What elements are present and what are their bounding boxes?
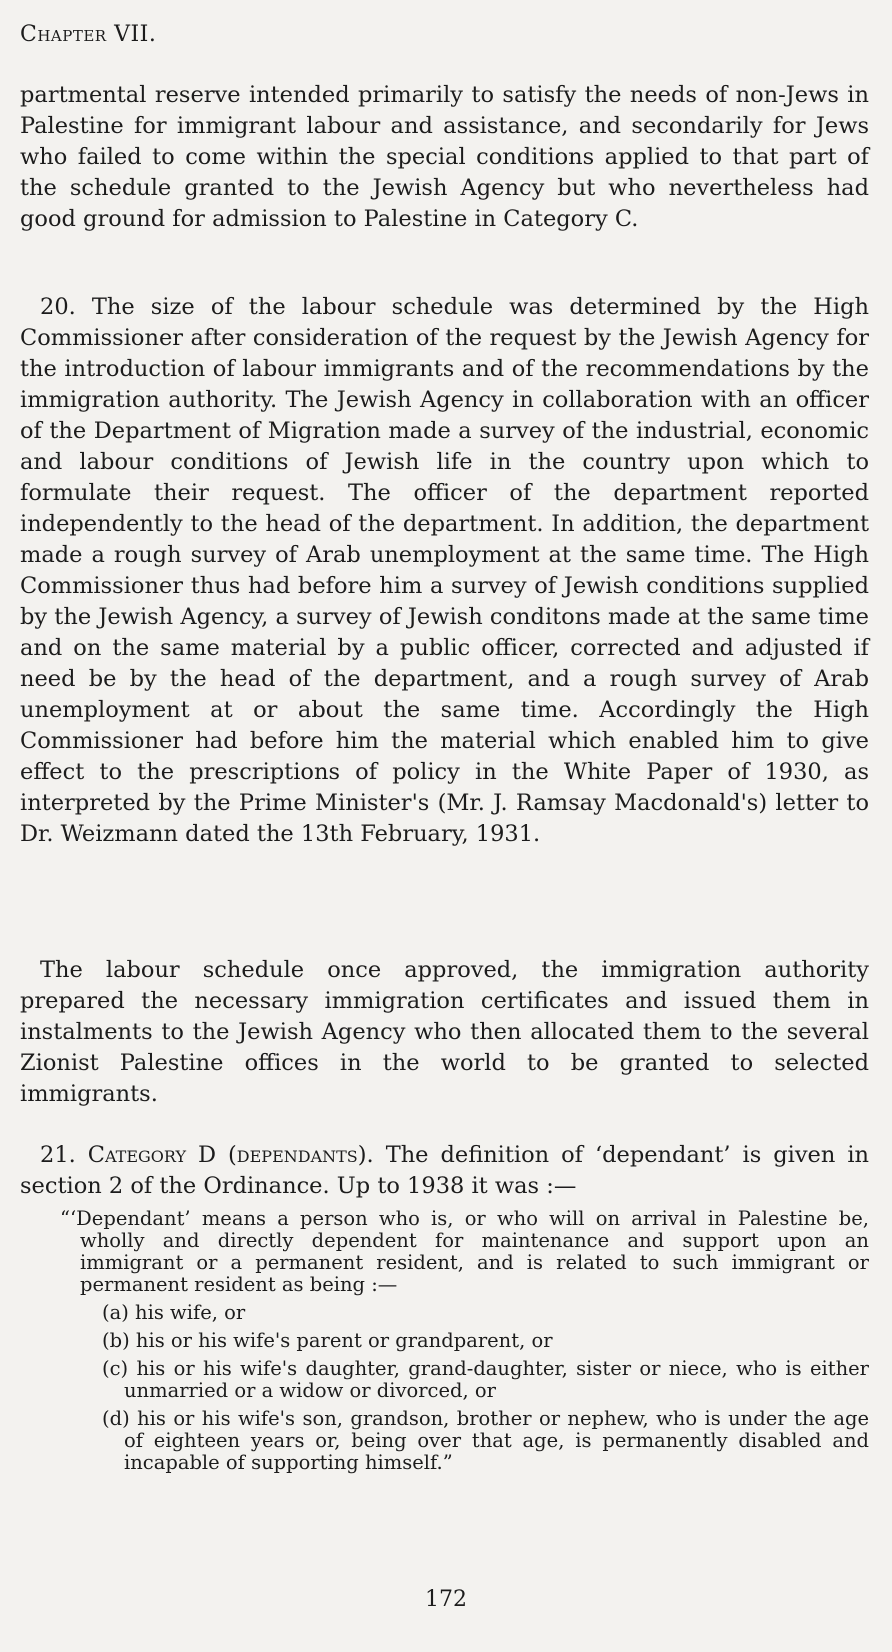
paragraph-text bbox=[20, 1140, 869, 1202]
chapter-heading: Chapter VII. bbox=[20, 22, 157, 47]
section-text: The definition of ‘dependant’ is given in section 2 of the Ordinance. Up to 1938 it was :— bbox=[20, 1142, 870, 1199]
paragraph-text: The labour schedule once approved, the immigration authority prepared the necessary immigration certificates and issued them in instalments to the Jewish Agency who then allocated them to the several Zionist Palestine offices in the world to be granted to selected immigrants. bbox=[20, 957, 869, 1107]
item-text: his or his wife's parent or grandparent, or bbox=[135, 1329, 553, 1352]
item-label: (b) bbox=[102, 1329, 130, 1352]
item-label: (c) bbox=[102, 1357, 129, 1380]
paragraph-text: 20. The size of the labour schedule was determined by the High Commissioner after consideration of the request by the Jewish Agency for the introduction of labour immigrants and of the recommendations by the immigration authority. The Jewish Agency in collaboration with an officer of the Department of Migration made a survey of the industrial, economic and labour conditions of Jewish life in the country upon which to formulate their request. The officer of the department reported independently to the head of the department. In addition, the department made a rough survey of Arab unemployment at the same time. The High Commissioner thus had before him a survey of Jewish conditions supplied by the Jewish Agency, a survey of Jewish conditons made at the same time and on the same material by a public officer, corrected and adjusted if need be by the head of the department, and a rough survey of Arab unemployment at or about the same time. Accordingly the High Commissioner had before him the material which enabled him to give effect to the prescriptions of policy in the White Paper of 1930, as interpreted by the Prime Minister's (Mr. J. Ramsay Macdonald's) letter to Dr. Weizmann dated the 13th February, 1931. bbox=[20, 294, 869, 847]
paragraph-20 bbox=[20, 292, 869, 850]
category-heading: Category D (dependants). bbox=[87, 1142, 374, 1168]
quote-item-d bbox=[102, 1407, 869, 1474]
page-number: 172 bbox=[425, 1587, 467, 1612]
quote-intro: “‘Dependant’ means a person who is, or who will on arrival in Palestine be, wholly and directly dependent for maintenance and support upon an immigrant or a permanent resident, and is related to such immigrant or permanent resident as being :— bbox=[60, 1207, 869, 1296]
paragraph-continued bbox=[20, 80, 869, 235]
quote-item-a bbox=[102, 1302, 869, 1324]
section-number: 21. bbox=[40, 1142, 76, 1168]
item-text: his or his wife's daughter, grand-daughter, sister or niece, who is either unmarried or a widow or divorced, or bbox=[124, 1357, 869, 1402]
item-label: (a) bbox=[102, 1301, 129, 1324]
item-text: his wife, or bbox=[135, 1301, 246, 1324]
paragraph-21 bbox=[20, 1140, 869, 1202]
paragraph-labour-schedule bbox=[20, 955, 869, 1110]
item-text: his or his wife's son, grandson, brother or nephew, who is under the age of eighteen years or, being over that age, is permanently disabled and incapable of supporting himself.” bbox=[124, 1407, 869, 1474]
quote-item-c bbox=[102, 1357, 869, 1402]
quote-item-b bbox=[102, 1330, 869, 1352]
item-label: (d) bbox=[102, 1407, 130, 1430]
paragraph-text: partmental reserve intended primarily to satisfy the needs of non-Jews in Palestine for immigrant labour and assistance, and secondarily for Jews who failed to come within the special conditions applied to that part of the schedule granted to the Jewish Agency but who nevertheless had good ground for admission to Palestine in Category C. bbox=[20, 82, 869, 232]
definition-quote bbox=[60, 1207, 869, 1474]
